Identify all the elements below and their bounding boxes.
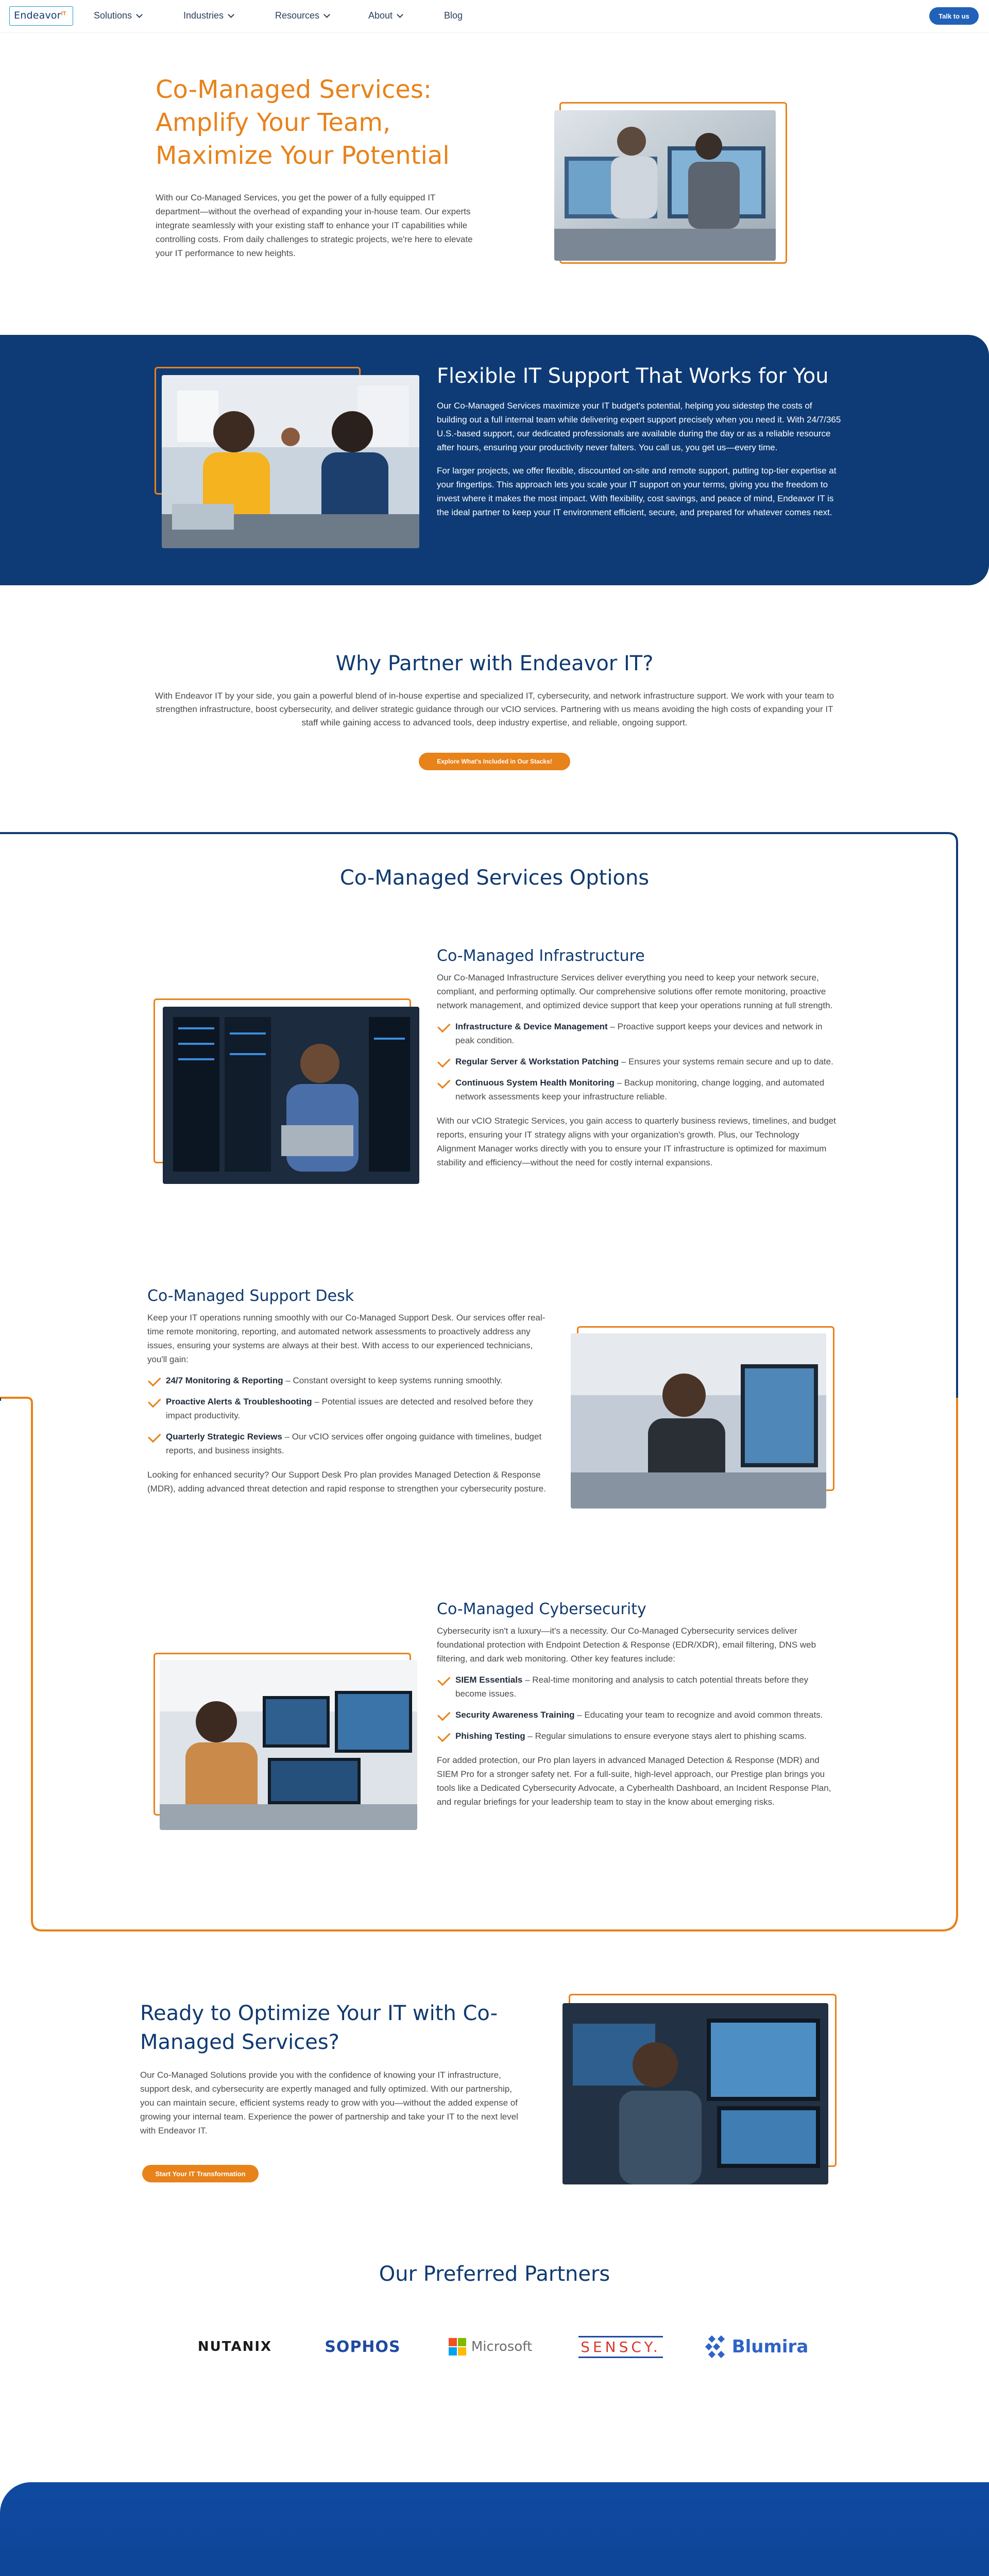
list-item <box>437 1076 839 1104</box>
list-item <box>437 1673 839 1701</box>
microsoft-logo-icon <box>449 2338 466 2355</box>
partner-name: Blumira <box>731 2336 809 2357</box>
partner-logo-nutanix <box>178 2331 292 2362</box>
item-text: – Proactive support keeps your devices and network in peak condition. <box>455 1022 823 1045</box>
infrastructure-outro: With our vCIO Strategic Services, you gain access to quarterly business reviews, timelines, and budget reports, ensuring your IT strategy aligns with your organization's growth. Plus, our Technology Alignment Manager works directly with you to ensure your IT infrastructure is optimized for maximum stability and efficiency—without the need for costly internal expansions. <box>437 1116 836 1167</box>
support-desk-title: Co-Managed Support Desk <box>147 1287 354 1305</box>
hero-text <box>156 73 485 260</box>
hero-description: With our Co-Managed Services, you get the power of a fully equipped IT department—without the overhead of expanding your in-house team. Our experts integrate seamlessly with your existing staff to enhance your IT capabilities while controlling costs. From daily challenges to strategic projects, we're here to elevate your IT performance to new heights. <box>156 193 473 258</box>
item-heading: 24/7 Monitoring & Reporting <box>166 1376 283 1385</box>
server-room-photo <box>163 1007 419 1184</box>
infrastructure-title: Co-Managed Infrastructure <box>437 947 645 965</box>
partner-name: NUTANIX <box>197 2339 272 2354</box>
infrastructure-text <box>437 946 839 1170</box>
hero-office-photo <box>554 110 776 261</box>
item-text: – Real-time monitoring and analysis to catch potential threats before they become issues. <box>455 1675 809 1699</box>
list-item <box>437 1708 839 1722</box>
item-heading: Security Awareness Training <box>455 1710 575 1720</box>
ready-title: Ready to Optimize Your IT with Co-Managed Services? <box>140 2002 498 2054</box>
item-text: – Ensures your systems remain secure and up to date. <box>619 1057 833 1066</box>
nav-label: About <box>368 10 393 21</box>
item-heading: Phishing Testing <box>455 1731 525 1741</box>
explore-stacks-button[interactable]: Explore What's Included in Our Stacks! <box>419 753 570 770</box>
list-item <box>437 1729 839 1743</box>
item-heading: Regular Server & Workstation Patching <box>455 1057 619 1066</box>
item-text: – Potential issues are detected and resolved before they impact productivity. <box>166 1397 533 1420</box>
flexible-title: Flexible IT Support That Works for You <box>437 364 829 388</box>
nav-label: Resources <box>275 10 320 21</box>
logo-text: Endeavor <box>14 10 61 21</box>
item-heading: Infrastructure & Device Management <box>455 1022 608 1031</box>
item-text: – Our vCIO services offer ongoing guidance with timelines, budget reports, and business insights. <box>166 1432 542 1455</box>
flexible-paragraph-1: Our Co-Managed Services maximize your IT budget's potential, helping you sidestep the costs of building out a full internal team while delivering expert support precisely when you need it. With 24/7/365 U.S.-based support, our dedicated professionals are available during the day or as a reliable resource after hours, ensuring your productivity never falters. You call us, you get us—every time. <box>437 401 841 452</box>
checkmark-icon <box>437 1055 450 1067</box>
flexible-paragraph-2: For larger projects, we offer flexible, discounted on-site and remote support, putting top-tier expertise at your fingertips. This approach lets you scale your IT support on your terms, giving you the freedom to invest where it makes the most impact. With flexibility, cost savings, and peace of mind, Endeavor IT is the ideal partner to keep your IT environment efficient, secure, and prepared for whatever comes next. <box>437 466 837 517</box>
partner-logo-sophos <box>306 2331 419 2362</box>
footer-section <box>0 2482 989 2576</box>
checkmark-icon <box>148 1430 161 1443</box>
nav-resources[interactable] <box>275 10 329 21</box>
partner-name: SENSCY. <box>578 2336 663 2358</box>
partner-name: Microsoft <box>471 2339 533 2354</box>
chevron-down-icon <box>136 11 143 18</box>
site-logo[interactable] <box>9 6 73 26</box>
chevron-down-icon <box>397 11 403 18</box>
nav-solutions[interactable] <box>94 10 142 21</box>
item-text: – Backup monitoring, change logging, and automated network assessments keep your infrastructure reliable. <box>455 1078 825 1101</box>
cyber-outro: For added protection, our Pro plan layers in advanced Managed Detection & Response (MDR) and SIEM Pro for a stronger safety net. For a full-suite, high-level approach, our Prestige plan brings you tools like a Dedicated Cybersecurity Advocate, a Cyberhealth Dashboard, an Incident Response Plan, and regular briefings for your leadership team to stay in the know about emerging risks. <box>437 1755 831 1807</box>
nav-label: Solutions <box>94 10 132 21</box>
page-title: Co-Managed Services: Amplify Your Team, Maximize Your Potential <box>156 75 450 170</box>
item-text: – Constant oversight to keep systems running smoothly. <box>283 1376 503 1385</box>
chevron-down-icon <box>228 11 234 18</box>
ready-description: Our Co-Managed Solutions provide you with the confidence of knowing your IT infrastructure, support desk, and cybersecurity are expertly managed and fully optimized. With our partnership, you can maintain secure, efficient systems ready to grow with you—without the added expense of growing your internal team. Experience the power of partnership and take your IT to the next level with Endeavor IT. <box>140 2070 518 2136</box>
cyber-analyst-photo <box>160 1660 417 1830</box>
infrastructure-intro: Our Co-Managed Infrastructure Services deliver everything you need to keep your network secure, compliant, and performing optimally. Our comprehensive solutions offer remote monitoring, proactive network management, and optimized device support that keep your operations running at full strength. <box>437 973 833 1010</box>
support-desk-text <box>147 1286 549 1496</box>
checkmark-icon <box>148 1374 161 1386</box>
nav-label: Industries <box>183 10 224 21</box>
checkmark-icon <box>437 1076 450 1089</box>
talk-to-us-button[interactable]: Talk to us <box>929 7 979 25</box>
support-desk-outro: Looking for enhanced security? Our Support Desk Pro plan provides Managed Detection & Response (MDR), adding advanced threat detection and rapid response to strengthen your cybersecurity posture. <box>147 1470 546 1494</box>
cyber-text <box>437 1599 839 1809</box>
nav-industries[interactable] <box>183 10 233 21</box>
checkmark-icon <box>437 1673 450 1686</box>
cyber-intro: Cybersecurity isn't a luxury—it's a necessity. Our Co-Managed Cybersecurity services deliver foundational protection with Endpoint Detection & Response (EDR/XDR), email filtering, DNS web filtering, and dark web monitoring. Other key features include: <box>437 1626 816 1664</box>
checkmark-icon <box>437 1729 450 1742</box>
helpdesk-technician-photo <box>571 1333 826 1509</box>
partners-title: Our Preferred Partners <box>379 2262 610 2286</box>
partner-logo-microsoft <box>434 2331 547 2362</box>
partner-logo-blumira <box>697 2331 816 2362</box>
ready-text <box>140 1999 521 2138</box>
flexible-text <box>437 363 844 519</box>
nav-about[interactable] <box>368 10 402 21</box>
checkmark-icon <box>437 1020 450 1032</box>
start-transformation-button[interactable]: Start Your IT Transformation <box>142 2165 259 2182</box>
checkmark-icon <box>148 1395 161 1408</box>
support-desk-intro: Keep your IT operations running smoothly with our Co-Managed Support Desk. Our services offer real-time remote monitoring, reporting, and automated network assessments to proactively address any issues, ensuring your systems are always at their best. With access to our experienced technicians, you'll gain: <box>147 1313 545 1364</box>
partner-name: SOPHOS <box>325 2337 401 2356</box>
item-text: – Regular simulations to ensure everyone stays alert to phishing scams. <box>525 1731 807 1741</box>
engineer-monitors-photo <box>562 2003 828 2184</box>
cyber-title: Co-Managed Cybersecurity <box>437 1600 646 1618</box>
checkmark-icon <box>437 1708 450 1721</box>
why-title: Why Partner with Endeavor IT? <box>335 652 654 675</box>
team-highfive-photo <box>162 375 419 548</box>
logo-superscript: IT <box>61 10 66 17</box>
list-item <box>147 1374 549 1387</box>
list-item <box>437 1055 839 1069</box>
item-heading: SIEM Essentials <box>455 1675 523 1685</box>
nav-label: Blog <box>444 10 463 21</box>
site-header <box>0 0 989 33</box>
nav-blog[interactable] <box>444 10 463 21</box>
why-description: With Endeavor IT by your side, you gain a powerful blend of in-house expertise and specialized IT, cybersecurity, and network infrastructure support. We work with your team to strengthen infrastructure, boost cybersecurity, and deliver strategic guidance through our vCIO services. Partnering with us means avoiding the high costs of expanding your IT staff while gaining access to advanced tools, deep industry expertise, and reliable, ongoing support. <box>155 691 834 727</box>
chevron-down-icon <box>323 11 330 18</box>
list-item <box>147 1395 549 1422</box>
item-heading: Continuous System Health Monitoring <box>455 1078 615 1088</box>
item-text: – Educating your team to recognize and avoid common threats. <box>574 1710 823 1720</box>
list-item <box>437 1020 839 1047</box>
item-heading: Quarterly Strategic Reviews <box>166 1432 282 1442</box>
list-item <box>147 1430 549 1458</box>
blumira-logo-icon <box>705 2335 728 2358</box>
item-heading: Proactive Alerts & Troubleshooting <box>166 1397 312 1406</box>
partner-logo-senscy <box>561 2331 680 2362</box>
options-title: Co-Managed Services Options <box>339 866 650 890</box>
